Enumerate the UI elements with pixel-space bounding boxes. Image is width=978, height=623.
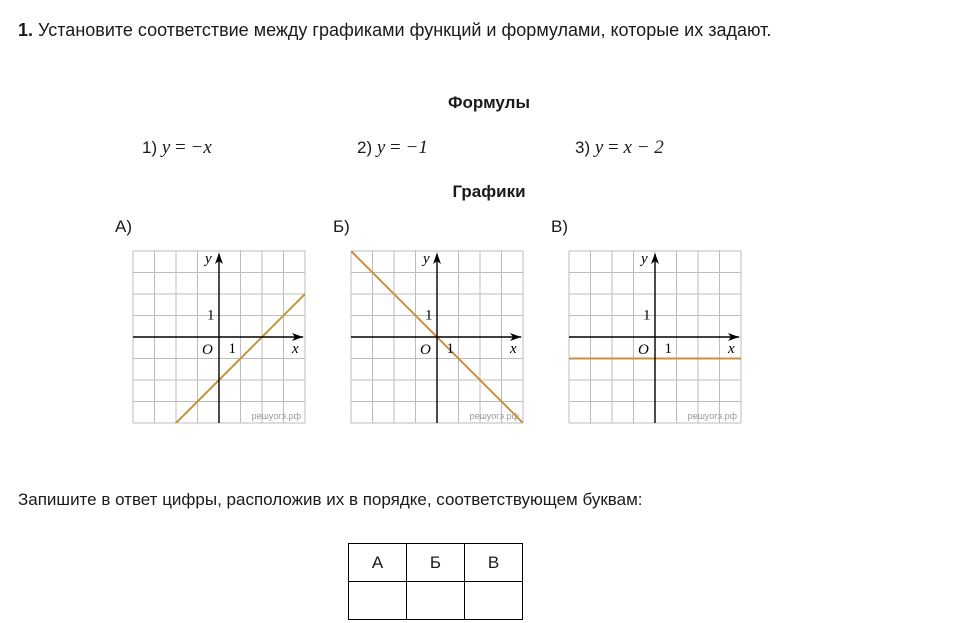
graph-v — [568, 250, 744, 425]
y-axis-label: y — [205, 251, 212, 267]
function-line — [132, 273, 308, 426]
answer-cell-v[interactable] — [465, 582, 523, 620]
formula-number: 1) — [142, 138, 158, 157]
graph-a — [132, 250, 308, 425]
formula-3: 3) y = x − 2 — [575, 137, 664, 158]
origin-label: O — [638, 342, 649, 358]
task-number: 1. — [18, 20, 34, 40]
x-axis-label: x — [510, 341, 517, 357]
answer-cell-a[interactable] — [349, 582, 407, 620]
answer-header-b: Б — [407, 544, 465, 582]
y-unit-label: 1 — [425, 307, 433, 324]
answer-cell-b[interactable] — [407, 582, 465, 620]
watermark: решуогэ.рф — [687, 411, 737, 421]
formula-2: 2) y = −1 — [357, 137, 428, 158]
watermark: решуогэ.рф — [251, 411, 301, 421]
task-text: Установите соответствие между графиками функций и формулами, которые их задают. — [38, 20, 772, 40]
graph-label-b: Б) — [333, 217, 350, 236]
x-unit-label: 1 — [664, 341, 672, 357]
graph-b — [350, 250, 526, 425]
origin-label: O — [202, 342, 213, 358]
answer-table — [348, 543, 523, 620]
task-statement — [18, 20, 771, 41]
answer-header-v: В — [465, 544, 523, 582]
formula-number: 3) — [575, 138, 591, 157]
x-axis-label: x — [728, 341, 735, 357]
answer-prompt: Запишите в ответ цифры, расположив их в порядке, соответствующем буквам: — [18, 490, 643, 509]
formula-1: 1) y = −x — [142, 137, 212, 158]
formulas-heading: Формулы — [448, 93, 530, 112]
graphs-heading: Графики — [452, 182, 526, 201]
x-axis-label: x — [292, 341, 299, 357]
y-unit-label: 1 — [643, 307, 651, 324]
origin-label: O — [420, 342, 431, 358]
y-axis-label: y — [641, 251, 648, 267]
y-axis-label: y — [423, 251, 430, 267]
graph-label-v: В) — [551, 217, 568, 236]
formula-number: 2) — [357, 138, 373, 157]
y-unit-label: 1 — [207, 307, 215, 324]
x-unit-label: 1 — [446, 341, 454, 357]
watermark: решуогэ.рф — [469, 411, 519, 421]
answer-header-a: А — [349, 544, 407, 582]
x-unit-label: 1 — [228, 341, 236, 357]
graph-label-a: А) — [115, 217, 132, 236]
